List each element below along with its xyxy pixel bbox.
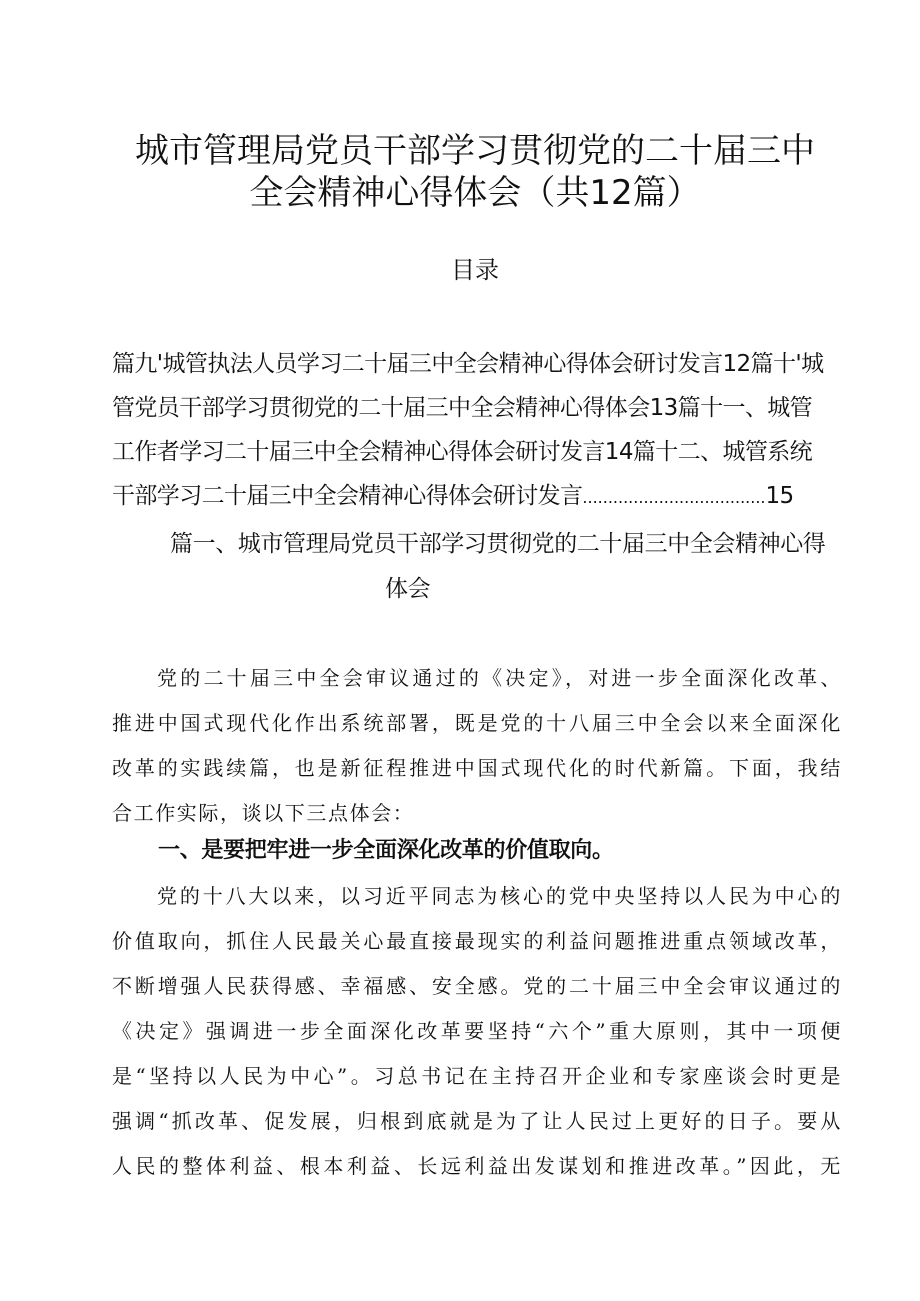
document-title-line-1: 城市管理局党员干部学习贯彻党的二十届三中: [135, 131, 815, 171]
toc-page-number: 15: [765, 483, 794, 509]
toc-entry-text: 干部学习二十届三中全会精神心得体会研讨发言: [112, 483, 583, 509]
section-title-line-2: 体会: [385, 576, 431, 602]
section-subheading: 一、是要把牢进一步全面深化改革的价值取向。: [158, 838, 614, 863]
toc-line[interactable]: 工作者学习二十届三中全会精神心得体会研讨发言14篇十二、城管系统: [112, 439, 813, 465]
paragraph-line: 人民的整体利益、根本利益、长远利益出发谋划和推进改革。”因此，无: [112, 1154, 842, 1178]
paragraph-line: 价值取向，抓住人民最关心最直接最现实的利益问题推进重点领域改革，: [112, 929, 842, 953]
body-paragraph-1: [112, 656, 842, 836]
paragraph-line: 《决定》强调进一步全面深化改革要坚持“六个”重大原则，其中一项便: [112, 1019, 842, 1043]
paragraph-line: 合工作实际，谈以下三点体会：: [112, 801, 415, 825]
paragraph-line: 党的十八大以来，以习近平同志为核心的党中央坚持以人民为中心的: [157, 884, 842, 908]
paragraph-line: 强调“抓改革、促发展，归根到底就是为了让人民过上更好的日子。要从: [112, 1109, 842, 1133]
paragraph-line: 不断增强人民获得感、幸福感、安全感。党的二十届三中全会审议通过的: [112, 974, 842, 998]
body-paragraph-2: [112, 874, 842, 1189]
toc-heading: 目录: [451, 256, 499, 284]
table-of-contents: [112, 342, 840, 520]
section-title-line-1: 篇一、城市管理局党员干部学习贯彻党的二十届三中全会精神心得: [170, 531, 826, 557]
toc-line-last[interactable]: [112, 474, 840, 520]
toc-line[interactable]: 篇九'城管执法人员学习二十届三中全会精神心得体会研讨发言12篇十'城: [112, 351, 824, 377]
toc-line[interactable]: 管党员干部学习贯彻党的二十届三中全会精神心得体会13篇十一、城管: [112, 395, 813, 421]
document-title-line-2: 全会精神心得体会（共12篇）: [249, 173, 701, 213]
paragraph-line: 改革的实践续篇，也是新征程推进中国式现代化的时代新篇。下面，我结: [112, 756, 842, 780]
paragraph-line: 是“坚持以人民为中心”。习总书记在主持召开企业和专家座谈会时更是: [112, 1064, 842, 1088]
toc-leader-dots: ....................................: [582, 488, 766, 507]
paragraph-line: 党的二十届三中全会审议通过的《决定》，对进一步全面深化改革、: [157, 666, 842, 690]
paragraph-line: 推进中国式现代化作出系统部署，既是党的十八届三中全会以来全面深化: [112, 711, 842, 735]
